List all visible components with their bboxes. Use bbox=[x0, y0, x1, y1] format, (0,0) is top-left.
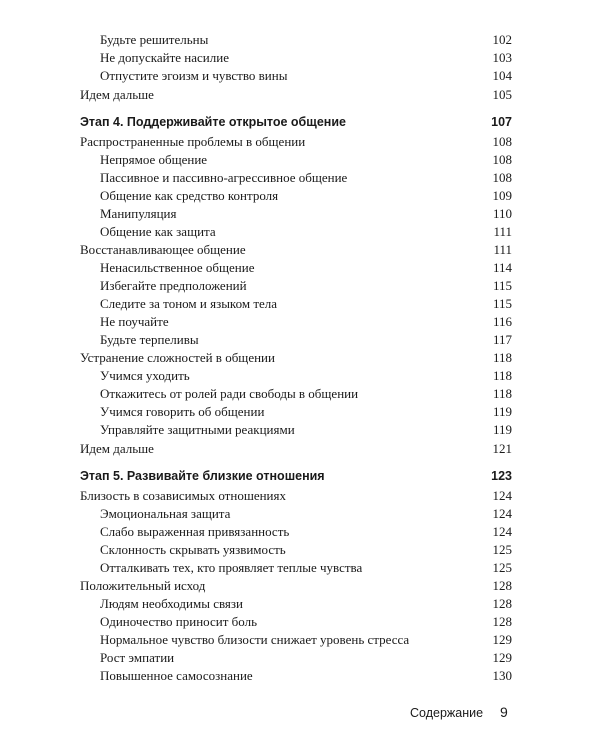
toc-entry-page: 105 bbox=[492, 87, 512, 102]
toc-entry-page: 102 bbox=[492, 32, 512, 47]
toc-entry[interactable] bbox=[0, 440, 600, 458]
toc-entry-title: Рост эмпатии bbox=[100, 650, 175, 665]
toc-entry-title: Будьте решительны bbox=[100, 32, 209, 47]
toc-entry-page: 111 bbox=[493, 224, 512, 239]
toc-entry-page: 124 bbox=[492, 524, 512, 539]
toc-entry-title: Людям необходимы связи bbox=[100, 596, 244, 611]
toc-entry[interactable] bbox=[0, 187, 600, 205]
toc-entry-title: Отталкивать тех, кто проявляет теплые чувства bbox=[100, 560, 363, 575]
toc-entry[interactable] bbox=[0, 86, 600, 104]
toc-entry-title: Отпустите эгоизм и чувство вины bbox=[100, 68, 288, 83]
toc-entry[interactable] bbox=[0, 367, 600, 385]
toc-entry[interactable] bbox=[0, 205, 600, 223]
toc-entry-title: Ненасильственное общение bbox=[100, 260, 255, 275]
toc-entry[interactable] bbox=[0, 505, 600, 523]
toc-entry[interactable] bbox=[0, 223, 600, 241]
toc-entry-title: Идем дальше bbox=[80, 441, 154, 456]
toc-entry-page: 128 bbox=[492, 596, 512, 611]
toc-entry-page: 109 bbox=[492, 188, 512, 203]
toc-entry-title: Повышенное самосознание bbox=[100, 668, 253, 683]
toc-entry-title: Учимся говорить об общении bbox=[100, 404, 265, 419]
toc-entry-page: 110 bbox=[492, 206, 512, 221]
toc-entry-title: Следите за тоном и языком тела bbox=[100, 296, 278, 311]
toc-section[interactable] bbox=[0, 487, 600, 505]
toc-entry[interactable] bbox=[0, 403, 600, 421]
toc-entry-page: 118 bbox=[492, 386, 512, 401]
toc-section[interactable] bbox=[0, 241, 600, 259]
toc-entry-title: Управляйте защитными реакциями bbox=[100, 422, 295, 437]
chapter-title: Этап 4. Поддерживайте открытое общение bbox=[80, 115, 346, 129]
toc-entry-title: Не допускайте насилие bbox=[100, 50, 229, 65]
toc-entry-page: 117 bbox=[492, 332, 512, 347]
toc-entry-page: 115 bbox=[492, 296, 512, 311]
chapter-page: 107 bbox=[491, 115, 512, 129]
toc-entry-title: Нормальное чувство близости снижает уровень стресса bbox=[100, 632, 410, 647]
toc-entry[interactable] bbox=[0, 169, 600, 187]
toc-entry[interactable] bbox=[0, 313, 600, 331]
toc-entry-title: Пассивное и пассивно-агрессивное общение bbox=[100, 170, 348, 185]
toc-entry-title: Общение как средство контроля bbox=[100, 188, 279, 203]
toc-entry-page: 103 bbox=[492, 50, 512, 65]
toc-entry-title: Общение как защита bbox=[100, 224, 216, 239]
toc-entry-page: 115 bbox=[492, 278, 512, 293]
toc-entry[interactable] bbox=[0, 259, 600, 277]
toc-entry[interactable] bbox=[0, 559, 600, 577]
toc-entry[interactable] bbox=[0, 523, 600, 541]
toc-entry-page: 121 bbox=[492, 441, 512, 456]
toc-chapter-heading[interactable] bbox=[0, 467, 600, 485]
footer-page-number: 9 bbox=[500, 704, 508, 720]
toc-entry[interactable] bbox=[0, 595, 600, 613]
chapter-title: Этап 5. Развивайте близкие отношения bbox=[80, 469, 325, 483]
toc-section-page: 124 bbox=[492, 488, 512, 503]
toc-entry[interactable] bbox=[0, 541, 600, 559]
toc-entry-title: Одиночество приносит боль bbox=[100, 614, 258, 629]
toc-section[interactable] bbox=[0, 133, 600, 151]
toc-entry-page: 119 bbox=[492, 422, 512, 437]
toc-entry[interactable] bbox=[0, 31, 600, 49]
toc-entry-page: 116 bbox=[492, 314, 512, 329]
toc-entry[interactable] bbox=[0, 631, 600, 649]
toc-chapter-heading[interactable] bbox=[0, 113, 600, 131]
toc-entry[interactable] bbox=[0, 649, 600, 667]
toc-entry[interactable] bbox=[0, 421, 600, 439]
toc-entry-page: 129 bbox=[492, 632, 512, 647]
toc-entry-page: 124 bbox=[492, 506, 512, 521]
toc-entry-title: Манипуляция bbox=[100, 206, 177, 221]
toc-section-page: 111 bbox=[493, 242, 512, 257]
toc-entry-page: 108 bbox=[492, 152, 512, 167]
toc-entry-title: Не поучайте bbox=[100, 314, 169, 329]
toc-section[interactable] bbox=[0, 349, 600, 367]
toc-entry[interactable] bbox=[0, 151, 600, 169]
toc-entry[interactable] bbox=[0, 49, 600, 67]
toc-entry-page: 130 bbox=[492, 668, 512, 683]
toc-entry-page: 125 bbox=[492, 542, 512, 557]
toc-entry-title: Откажитесь от ролей ради свободы в общении bbox=[100, 386, 359, 401]
toc-entry-page: 125 bbox=[492, 560, 512, 575]
toc-entry[interactable] bbox=[0, 67, 600, 85]
toc-section-title: Положительный исход bbox=[80, 578, 206, 593]
toc-entry-title: Непрямое общение bbox=[100, 152, 208, 167]
toc-entry-page: 114 bbox=[492, 260, 512, 275]
toc-entry-title: Будьте терпеливы bbox=[100, 332, 199, 347]
toc-entry-title: Склонность скрывать уязвимость bbox=[100, 542, 286, 557]
toc-section-page: 118 bbox=[492, 350, 512, 365]
toc-entry[interactable] bbox=[0, 613, 600, 631]
toc-entry-title: Слабо выраженная привязанность bbox=[100, 524, 290, 539]
toc-entry[interactable] bbox=[0, 277, 600, 295]
toc-section[interactable] bbox=[0, 577, 600, 595]
toc-entry-title: Избегайте предположений bbox=[100, 278, 247, 293]
toc-entry[interactable] bbox=[0, 667, 600, 685]
toc-section-title: Устранение сложностей в общении bbox=[80, 350, 275, 365]
toc-entry-page: 128 bbox=[492, 614, 512, 629]
footer-section-label: Содержание bbox=[410, 706, 484, 720]
toc-section-page: 108 bbox=[492, 134, 512, 149]
toc-entry[interactable] bbox=[0, 295, 600, 313]
chapter-page: 123 bbox=[491, 469, 512, 483]
toc-entry-page: 108 bbox=[492, 170, 512, 185]
toc-entry-page: 129 bbox=[492, 650, 512, 665]
toc-section-page: 128 bbox=[492, 578, 512, 593]
toc-entry-page: 119 bbox=[492, 404, 512, 419]
toc-section-title: Восстанавливающее общение bbox=[80, 242, 246, 257]
toc-entry-title: Эмоциональная защита bbox=[100, 506, 231, 521]
toc-entry-page: 118 bbox=[492, 368, 512, 383]
toc-entry-page: 104 bbox=[492, 68, 512, 83]
toc-entry[interactable] bbox=[0, 385, 600, 403]
toc-entry[interactable] bbox=[0, 331, 600, 349]
toc-section-title: Распространенные проблемы в общении bbox=[80, 134, 306, 149]
toc-entry-title: Идем дальше bbox=[80, 87, 154, 102]
toc-entry-title: Учимся уходить bbox=[100, 368, 190, 383]
toc-section-title: Близость в созависимых отношениях bbox=[80, 488, 286, 503]
